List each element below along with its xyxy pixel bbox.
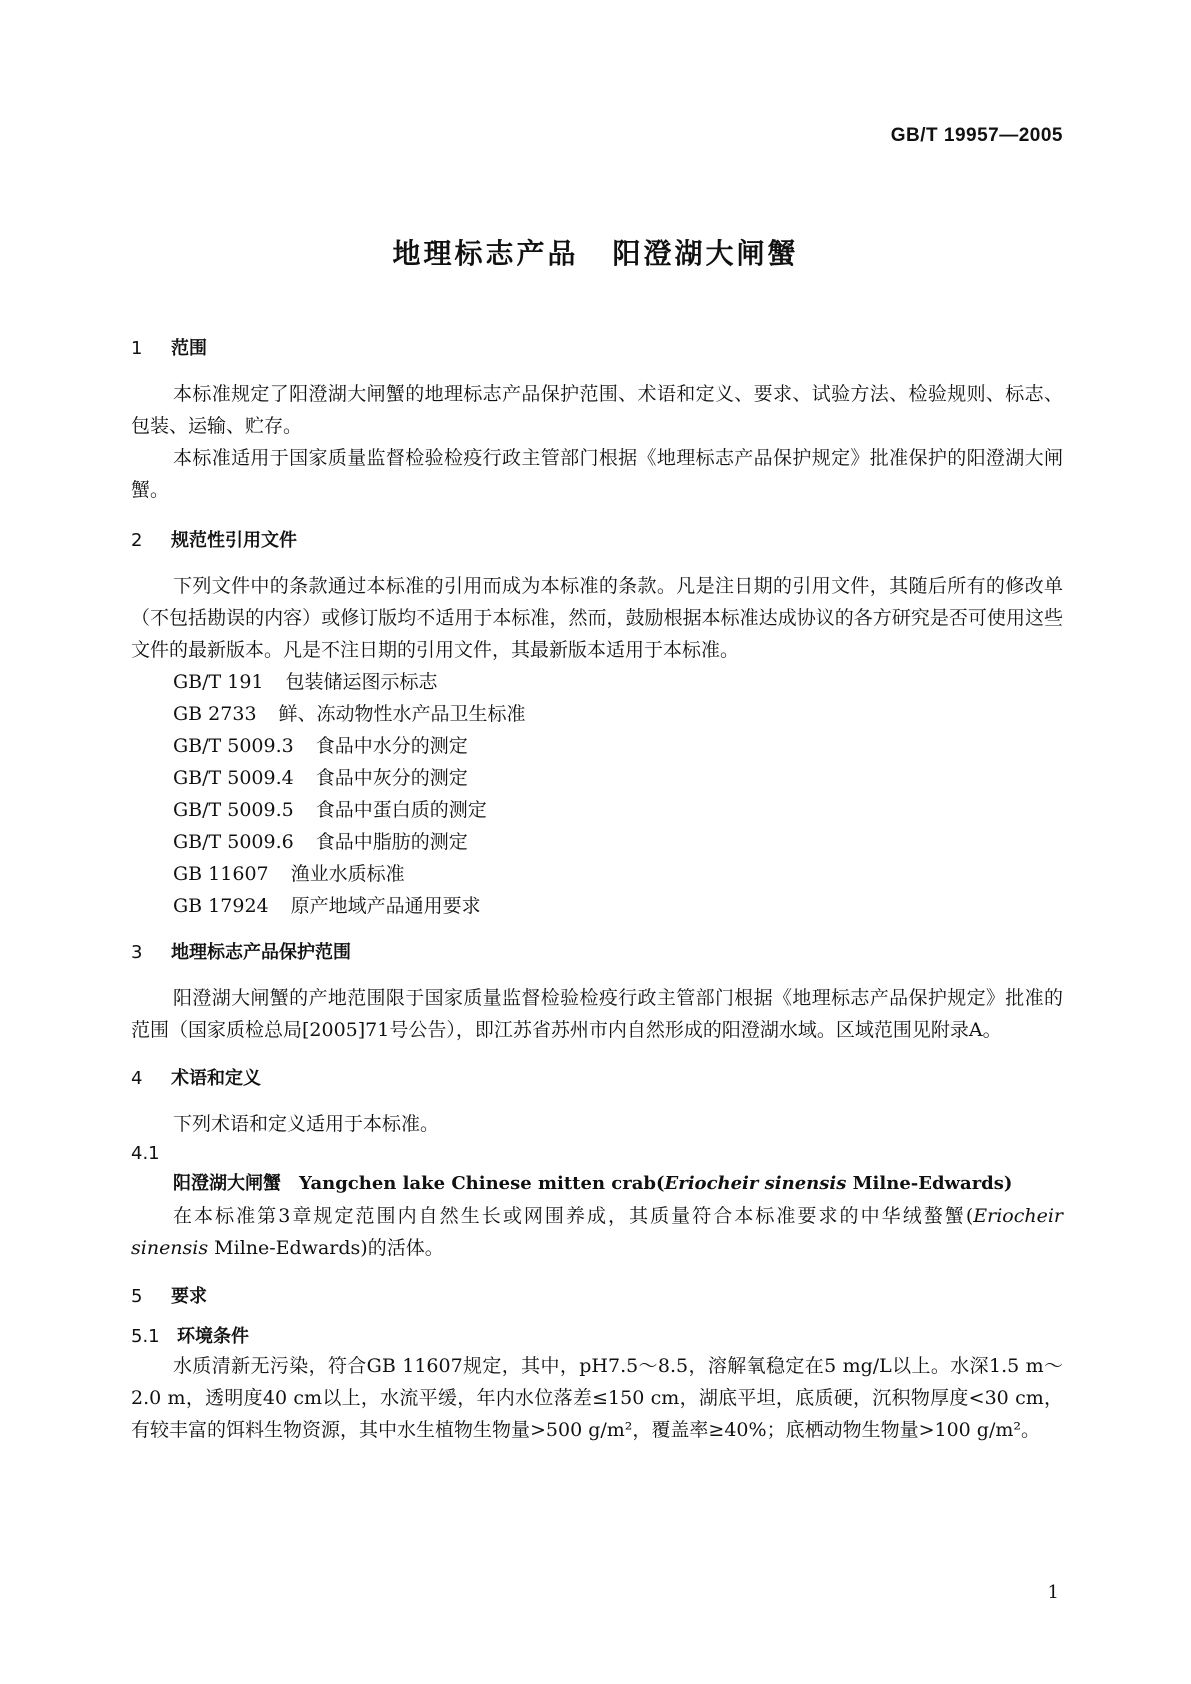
section-4-heading [131, 1066, 1063, 1092]
reference-list [131, 666, 1063, 922]
subsection-title: 环境条件 [177, 1326, 249, 1347]
page-number: 1 [1047, 1582, 1059, 1603]
paragraph: 下列文件中的条款通过本标准的引用而成为本标准的条款。凡是注日期的引用文件，其随后所有的修改单（不包括勘误的内容）或修订版均不适用于本标准，然而，鼓励根据本标准达成协议的各方研究是否可使用这些文件的最新版本。凡是不注日期的引用文件，其最新版本适用于本标准。 [131, 575, 1063, 661]
document-title [0, 232, 1191, 272]
subsection-number: 5.1 [131, 1326, 160, 1347]
paragraph: 下列术语和定义适用于本标准。 [173, 1113, 440, 1135]
term-definition: 在本标准第3章规定范围内自然生长或网围养成，其质量符合本标准要求的中华绒螯蟹(Eriocheir sinensis Milne-Edwards)的活体。 [131, 1205, 1063, 1259]
section-number: 3 [131, 942, 143, 963]
reference-item: GB 11607 渔业水质标准 [173, 863, 405, 885]
reference-item: GB/T 5009.4 食品中灰分的测定 [173, 767, 468, 789]
reference-item: GB 17924 原产地域产品通用要求 [173, 895, 481, 917]
standard-number: GB/T 19957—2005 [890, 125, 1063, 146]
title-part-2: 阳澄湖大闸蟹 [612, 237, 799, 270]
section-5-heading [131, 1284, 1063, 1310]
section-number: 5 [131, 1286, 143, 1307]
subsection-number: 4.1 [131, 1143, 160, 1164]
section-number: 1 [131, 338, 143, 359]
section-title: 要求 [171, 1286, 207, 1307]
term-chinese: 阳澄湖大闸蟹 [173, 1173, 281, 1194]
document-body [131, 336, 1063, 1446]
section-1-heading [131, 336, 1063, 362]
title-part-1: 地理标志产品 [392, 237, 579, 270]
section-title: 地理标志产品保护范围 [171, 942, 351, 963]
reference-item: GB/T 5009.5 食品中蛋白质的测定 [173, 799, 487, 821]
paragraph: 阳澄湖大闸蟹的产地范围限于国家质量监督检验检疫行政主管部门根据《地理标志产品保护规定》批准的范围（国家质检总局[2005]71号公告），即江苏省苏州市内自然形成的阳澄湖水域。区域范围见附录A。 [131, 987, 1063, 1041]
reference-item: GB/T 5009.3 食品中水分的测定 [173, 735, 468, 757]
reference-item: GB/T 191 包装储运图示标志 [173, 671, 438, 693]
section-3-heading [131, 940, 1063, 966]
section-number: 4 [131, 1068, 143, 1089]
term-english: Yangchen lake Chinese mitten crab( [299, 1173, 665, 1194]
section-title: 范围 [171, 338, 207, 359]
section-title: 术语和定义 [171, 1068, 261, 1089]
paragraph: 本标准规定了阳澄湖大闸蟹的地理标志产品保护范围、术语和定义、要求、试验方法、检验规则、标志、包装、运输、贮存。 [131, 383, 1063, 437]
paragraph: 水质清新无污染，符合GB 11607规定，其中，pH7.5～8.5，溶解氧稳定在5 mg/L以上。水深1.5 m～2.0 m，透明度40 cm以上，水流平缓，年内水位落差≤150 cm，湖底平坦，底质硬，沉积物厚度<30 cm，有较丰富的饵料生物资源，其中水生植物生物量>500 g/m²，覆盖率≥40%；底栖动物生物量>100 g/m²。 [131, 1355, 1063, 1441]
term-entry [131, 1168, 1063, 1200]
section-2-heading [131, 528, 1063, 554]
section-title: 规范性引用文件 [171, 530, 297, 551]
term-author: Milne-Edwards) [846, 1173, 1013, 1194]
paragraph: 本标准适用于国家质量监督检验检疫行政主管部门根据《地理标志产品保护规定》批准保护的阳澄湖大闸蟹。 [131, 447, 1063, 501]
term-latin-name: Eriocheir sinensis [664, 1173, 847, 1194]
subsection-5-1-heading [131, 1324, 1063, 1350]
reference-item: GB 2733 鲜、冻动物性水产品卫生标准 [173, 703, 526, 725]
section-number: 2 [131, 530, 143, 551]
reference-item: GB/T 5009.6 食品中脂肪的测定 [173, 831, 468, 853]
